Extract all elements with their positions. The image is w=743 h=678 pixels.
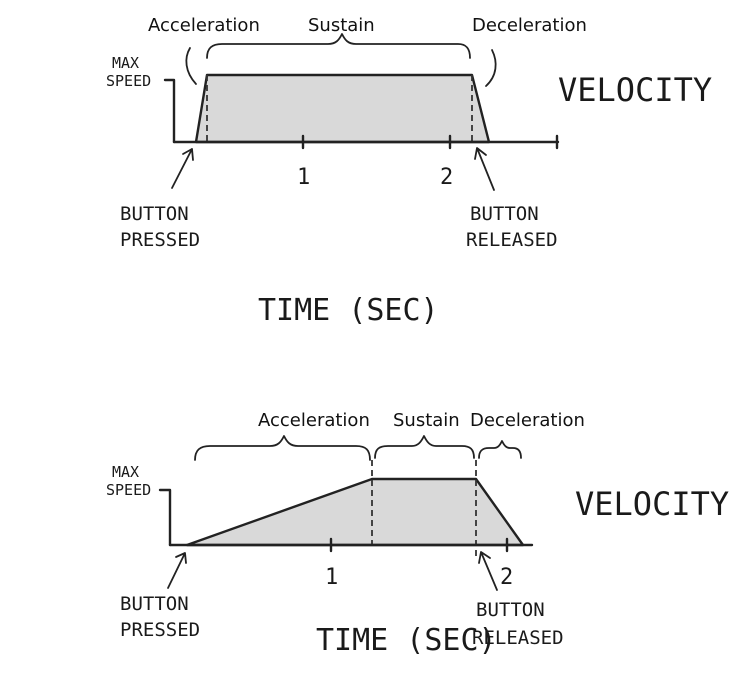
- y-axis: [160, 490, 170, 545]
- sustain-brace: [375, 436, 474, 458]
- max-label: MAX: [112, 54, 140, 72]
- released-arrow: [479, 552, 497, 590]
- time-axis-label: TIME (SEC): [258, 293, 439, 328]
- acceleration-brace: [195, 436, 370, 460]
- speed-label: SPEED: [106, 72, 152, 90]
- diagram-slow-acceleration: [106, 410, 729, 658]
- deceleration-brace: [486, 50, 496, 86]
- button-released-line1: BUTTON: [476, 599, 545, 621]
- tick-label-1: 1: [297, 165, 311, 190]
- button-released-line2: RELEASED: [466, 229, 558, 251]
- deceleration-brace: [479, 441, 521, 458]
- velocity-title: VELOCITY: [558, 71, 713, 109]
- button-released-line1: BUTTON: [470, 203, 539, 225]
- velocity-profile: [187, 479, 523, 545]
- velocity-profile: [196, 75, 489, 142]
- button-released-line2: RELEASED: [472, 627, 564, 649]
- deceleration-label: Deceleration: [470, 410, 585, 431]
- acceleration-label: Acceleration: [148, 15, 260, 36]
- acceleration-label: Acceleration: [258, 410, 370, 431]
- diagram-fast-acceleration: [106, 15, 712, 328]
- sustain-brace: [207, 34, 470, 58]
- acceleration-brace: [186, 48, 196, 84]
- released-arrow: [475, 148, 494, 190]
- max-label: MAX: [112, 463, 140, 481]
- tick-label-2: 2: [500, 565, 514, 590]
- velocity-title: VELOCITY: [575, 485, 730, 523]
- button-pressed-line1: BUTTON: [120, 203, 189, 225]
- button-pressed-line2: PRESSED: [120, 619, 201, 641]
- deceleration-label: Deceleration: [472, 15, 587, 36]
- time-axis-label: TIME (SEC): [316, 623, 497, 658]
- sustain-label: Sustain: [308, 15, 375, 36]
- tick-label-1: 1: [325, 565, 339, 590]
- button-pressed-line1: BUTTON: [120, 593, 189, 615]
- pressed-arrow: [168, 553, 186, 588]
- sustain-label: Sustain: [393, 410, 460, 431]
- pressed-arrow: [172, 149, 193, 188]
- tick-label-2: 2: [440, 165, 454, 190]
- button-pressed-line2: PRESSED: [120, 229, 201, 251]
- y-axis: [165, 80, 174, 142]
- speed-label: SPEED: [106, 481, 152, 499]
